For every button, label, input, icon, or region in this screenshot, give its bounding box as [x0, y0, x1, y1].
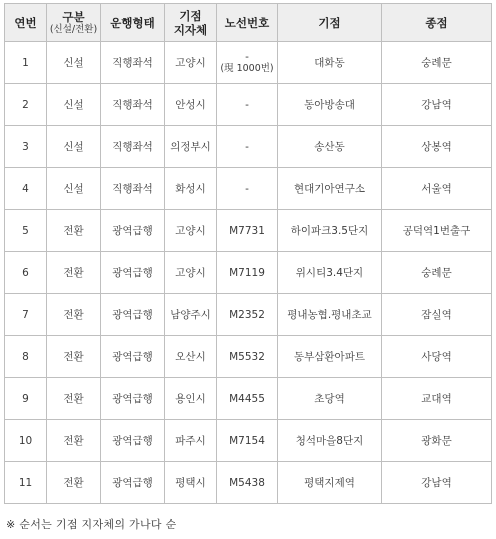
header-type-main: 구분: [62, 9, 85, 24]
cell-form: 직행좌석: [101, 126, 165, 168]
header-end: 종점: [382, 4, 492, 42]
cell-no: 3: [5, 126, 47, 168]
table-row: [5, 294, 492, 336]
cell-no: 8: [5, 336, 47, 378]
cell-route-note: (現 1000번): [220, 63, 274, 74]
cell-city: 남양주시: [165, 294, 217, 336]
cell-end: 광화문: [382, 420, 492, 462]
cell-end: 상봉역: [382, 126, 492, 168]
table-row: [5, 462, 492, 504]
cell-end: 잠실역: [382, 294, 492, 336]
cell-start: 현대기아연구소: [278, 168, 382, 210]
cell-start: 평택지제역: [278, 462, 382, 504]
header-type-sub: (신설/전환): [49, 23, 98, 35]
cell-type: 신설: [47, 126, 101, 168]
cell-form: 광역급행: [101, 420, 165, 462]
route-table-container: [4, 3, 491, 504]
cell-form: 광역급행: [101, 462, 165, 504]
cell-type: 전환: [47, 420, 101, 462]
header-start: 기점: [278, 4, 382, 42]
cell-start: 송산동: [278, 126, 382, 168]
header-city: [165, 4, 217, 42]
table-body: [5, 42, 492, 504]
cell-form: 광역급행: [101, 252, 165, 294]
table-row: [5, 420, 492, 462]
cell-route: -: [217, 126, 278, 168]
cell-end: 공덕역1번출구: [382, 210, 492, 252]
cell-end: 사당역: [382, 336, 492, 378]
cell-start: 평내농협.평내초교: [278, 294, 382, 336]
header-city-line1: 기점: [179, 8, 202, 23]
cell-form: 직행좌석: [101, 168, 165, 210]
cell-start: 동아방송대: [278, 84, 382, 126]
cell-form: 직행좌석: [101, 84, 165, 126]
cell-start: 하이파크3.5단지: [278, 210, 382, 252]
cell-no: 2: [5, 84, 47, 126]
table-row: [5, 252, 492, 294]
cell-no: 11: [5, 462, 47, 504]
cell-route: [217, 42, 278, 84]
cell-type: 전환: [47, 294, 101, 336]
cell-route: M5438: [217, 462, 278, 504]
cell-type: 전환: [47, 210, 101, 252]
cell-type: 전환: [47, 378, 101, 420]
cell-route: M7731: [217, 210, 278, 252]
cell-no: 7: [5, 294, 47, 336]
cell-city: 고양시: [165, 42, 217, 84]
cell-type: 신설: [47, 168, 101, 210]
cell-route: M2352: [217, 294, 278, 336]
cell-form: 광역급행: [101, 336, 165, 378]
cell-form: 광역급행: [101, 294, 165, 336]
cell-type: 신설: [47, 84, 101, 126]
table-row: [5, 210, 492, 252]
cell-end: 교대역: [382, 378, 492, 420]
bus-route-table: [4, 3, 492, 504]
cell-start: 대화동: [278, 42, 382, 84]
table-row: [5, 126, 492, 168]
header-route: 노선번호: [217, 4, 278, 42]
header-city-line2: 지자체: [173, 22, 208, 37]
cell-type: 전환: [47, 252, 101, 294]
cell-no: 10: [5, 420, 47, 462]
cell-city: 고양시: [165, 252, 217, 294]
cell-type: 신설: [47, 42, 101, 84]
cell-route: -: [217, 84, 278, 126]
cell-route: M4455: [217, 378, 278, 420]
cell-no: 6: [5, 252, 47, 294]
cell-city: 용인시: [165, 378, 217, 420]
cell-type: 전환: [47, 462, 101, 504]
cell-no: 5: [5, 210, 47, 252]
cell-city: 안성시: [165, 84, 217, 126]
cell-city: 화성시: [165, 168, 217, 210]
cell-end: 숭례문: [382, 252, 492, 294]
cell-city: 고양시: [165, 210, 217, 252]
cell-form: 광역급행: [101, 378, 165, 420]
cell-form: 직행좌석: [101, 42, 165, 84]
table-row: [5, 168, 492, 210]
cell-route: -: [217, 168, 278, 210]
footnote: ※ 순서는 기점 지자체의 가나다 순: [6, 518, 177, 531]
cell-end: 숭례문: [382, 42, 492, 84]
header-type: [47, 4, 101, 42]
cell-no: 4: [5, 168, 47, 210]
cell-route: M7154: [217, 420, 278, 462]
table-row: [5, 42, 492, 84]
table-row: [5, 378, 492, 420]
table-row: [5, 84, 492, 126]
cell-end: 강남역: [382, 84, 492, 126]
table-row: [5, 336, 492, 378]
cell-start: 동부삼환아파트: [278, 336, 382, 378]
header-row: [5, 4, 492, 42]
cell-city: 오산시: [165, 336, 217, 378]
cell-no: 1: [5, 42, 47, 84]
cell-city: 의정부시: [165, 126, 217, 168]
cell-city: 파주시: [165, 420, 217, 462]
cell-start: 청석마을8단지: [278, 420, 382, 462]
cell-route: M7119: [217, 252, 278, 294]
cell-start: 위시티3.4단지: [278, 252, 382, 294]
cell-city: 평택시: [165, 462, 217, 504]
cell-no: 9: [5, 378, 47, 420]
header-form: 운행형태: [101, 4, 165, 42]
cell-route: M5532: [217, 336, 278, 378]
cell-type: 전환: [47, 336, 101, 378]
cell-end: 서울역: [382, 168, 492, 210]
cell-end: 강남역: [382, 462, 492, 504]
cell-start: 초당역: [278, 378, 382, 420]
cell-form: 광역급행: [101, 210, 165, 252]
cell-route-value: -: [245, 51, 249, 63]
header-no: 연번: [5, 4, 47, 42]
